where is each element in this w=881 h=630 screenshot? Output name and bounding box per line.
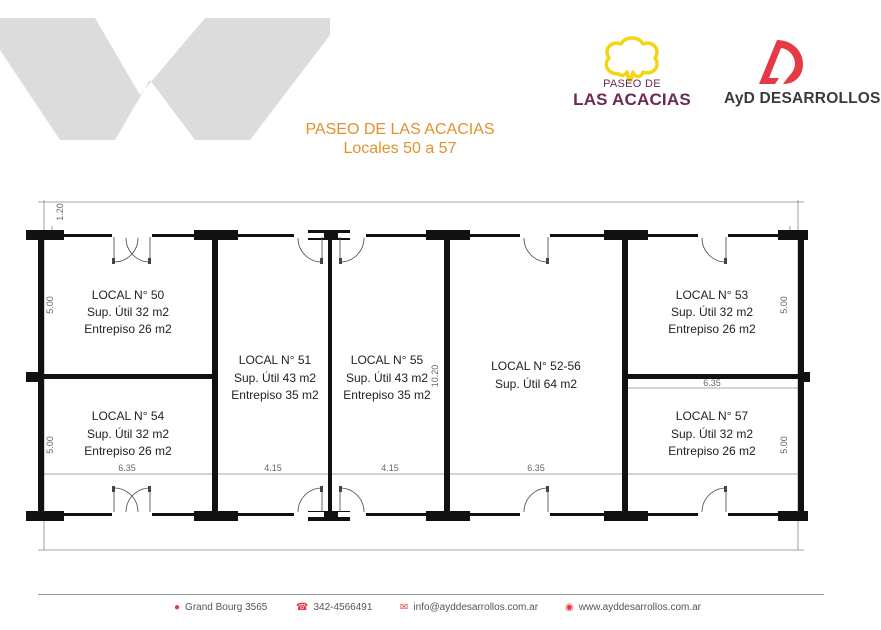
unit-area: Sup. Útil 32 m2 <box>86 305 170 319</box>
unit-mezzanine: Entrepiso 26 m2 <box>84 322 172 336</box>
unit-51-label <box>231 353 319 402</box>
unit-name: LOCAL N° 53 <box>675 288 749 302</box>
unit-area: Sup. Útil 43 m2 <box>345 371 429 385</box>
plan-title-line1: PASEO DE LAS ACACIAS <box>305 121 495 138</box>
dim-left-lower: 5.00 <box>45 436 55 454</box>
dim-bottom-2: 4.15 <box>264 463 282 473</box>
unit-area: Sup. Útil 64 m2 <box>494 377 578 391</box>
unit-name: LOCAL N° 55 <box>350 353 424 367</box>
footer-address-text: Grand Bourg 3565 <box>185 602 268 613</box>
unit-area: Sup. Útil 43 m2 <box>233 371 317 385</box>
email-icon: ✉ <box>400 602 409 613</box>
dim-bottom-1: 6.35 <box>118 463 136 473</box>
unit-52-56-label <box>491 359 581 391</box>
paseo-logo-line1: PASEO DE <box>603 78 661 90</box>
footer-divider <box>38 594 824 595</box>
footer-phone-text: 342-4566491 <box>313 602 373 613</box>
dim-center-height: 10.20 <box>430 364 440 388</box>
dim-right-upper: 5.00 <box>779 296 789 314</box>
unit-mezzanine: Entrepiso 26 m2 <box>668 444 756 458</box>
dim-bottom-3: 4.15 <box>381 463 399 473</box>
unit-name: LOCAL N° 51 <box>238 353 312 367</box>
unit-mezzanine: Entrepiso 26 m2 <box>84 444 172 458</box>
dim-bottom-4: 6.35 <box>527 463 545 473</box>
unit-mezzanine: Entrepiso 35 m2 <box>231 388 319 402</box>
dim-top-offset: 1.20 <box>55 203 65 221</box>
unit-area: Sup. Útil 32 m2 <box>670 305 754 319</box>
ayd-logo-word: AyD DESARROLLOS <box>724 90 881 107</box>
unit-57-label <box>668 409 756 458</box>
unit-name: LOCAL N° 54 <box>91 409 165 423</box>
unit-mezzanine: Entrepiso 26 m2 <box>668 322 756 336</box>
paseo-logo-line2: LAS ACACIAS <box>573 90 691 109</box>
unit-name: LOCAL N° 57 <box>675 409 749 423</box>
footer-address <box>174 602 267 613</box>
unit-name: LOCAL N° 50 <box>91 288 165 302</box>
plan-title-line2: Locales 50 a 57 <box>343 140 457 157</box>
footer-email[interactable] <box>400 602 538 613</box>
footer-web-text: www.ayddesarrollos.com.ar <box>578 602 701 613</box>
dim-right-lower: 5.00 <box>779 436 789 454</box>
unit-55-label <box>343 353 431 402</box>
unit-54-label <box>84 409 172 458</box>
globe-icon: ◉ <box>565 602 574 613</box>
footer-web[interactable] <box>565 602 701 613</box>
unit-area: Sup. Útil 32 m2 <box>86 427 170 441</box>
unit-mezzanine: Entrepiso 35 m2 <box>343 388 431 402</box>
dim-right-mid: 6.35 <box>703 378 721 388</box>
phone-icon: ☎ <box>296 602 309 613</box>
unit-53-label <box>668 288 756 336</box>
unit-name: LOCAL N° 52-56 <box>491 359 581 373</box>
location-pin-icon: ● <box>174 602 181 613</box>
unit-area: Sup. Útil 32 m2 <box>670 427 754 441</box>
footer-phone[interactable] <box>296 602 372 613</box>
dim-left-upper: 5.00 <box>45 296 55 314</box>
footer-email-text: info@ayddesarrollos.com.ar <box>413 602 539 613</box>
unit-50-label <box>84 288 172 336</box>
